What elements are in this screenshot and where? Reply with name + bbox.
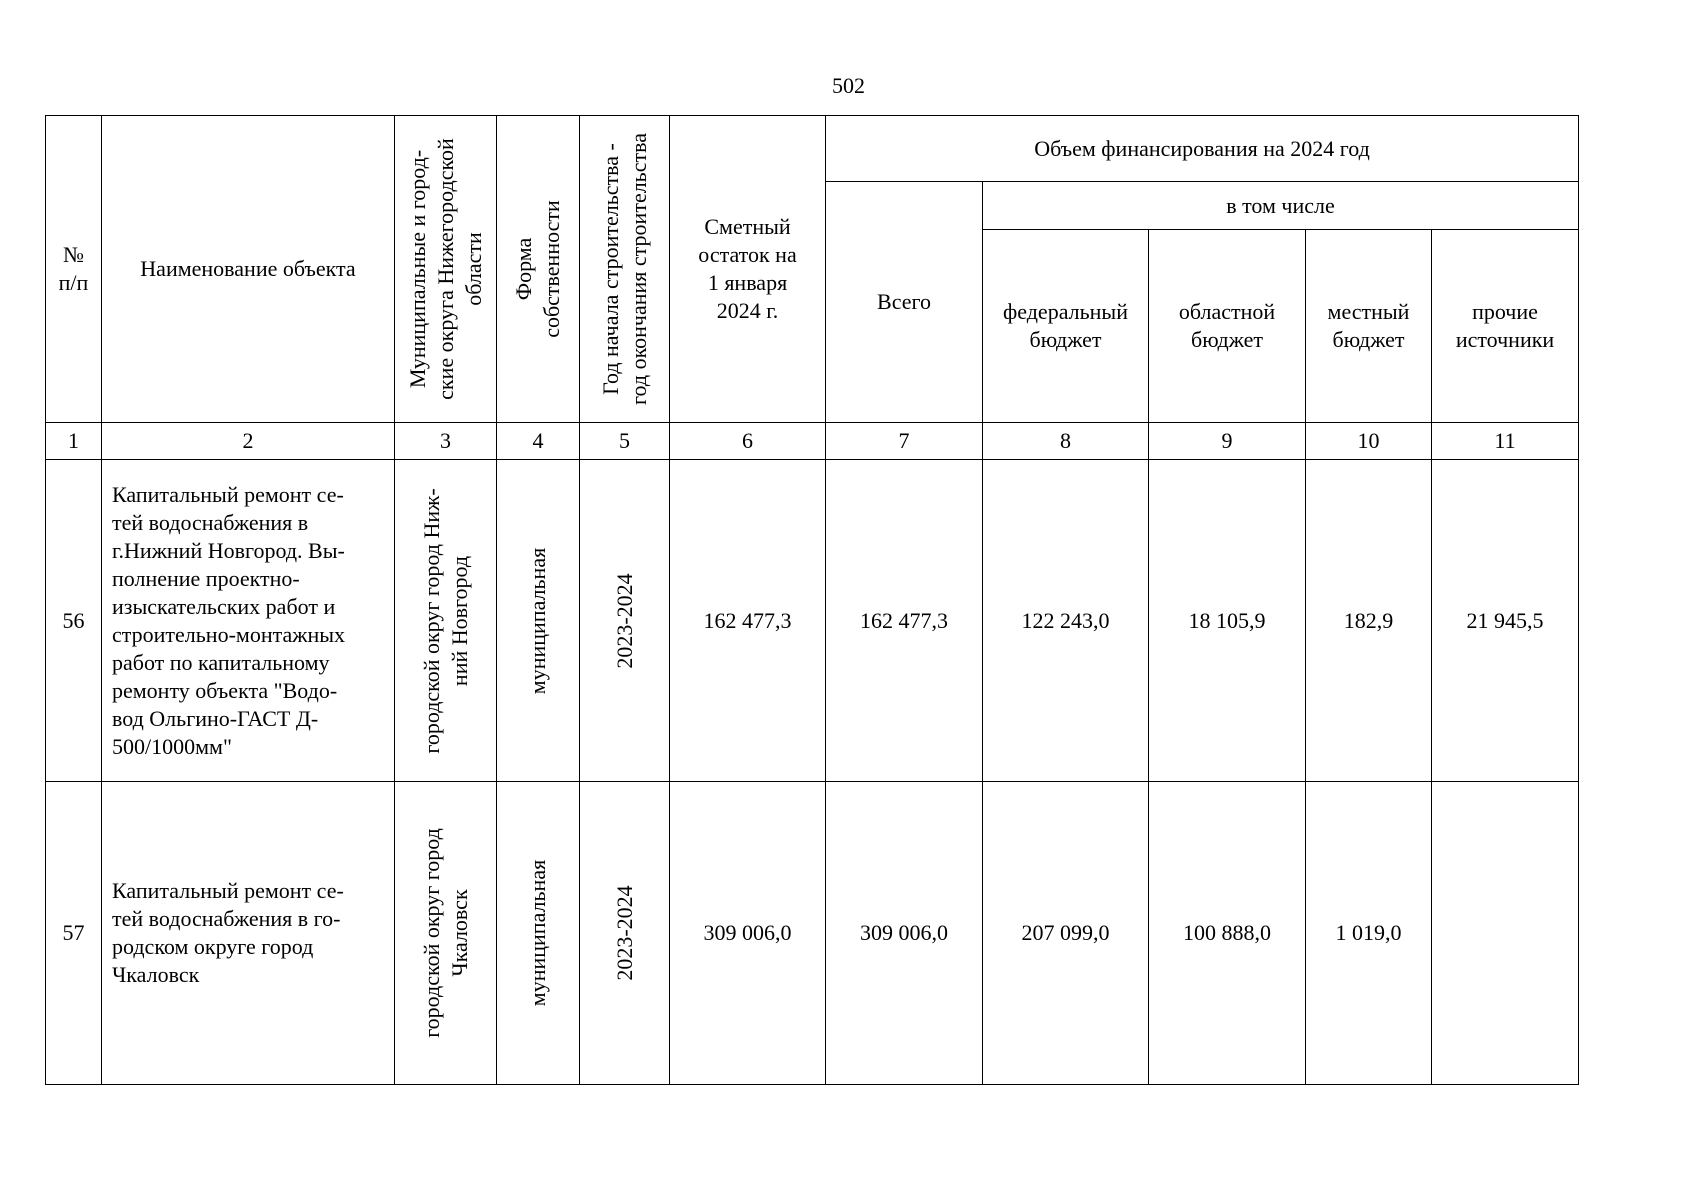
column-number: 5 bbox=[580, 423, 670, 460]
header-name: Наименование объекта bbox=[102, 116, 395, 423]
row-ownership: муниципальная bbox=[497, 460, 580, 782]
row-object-name: Капитальный ремонт се- тей водоснабжения в го- родском округе город Чкаловск bbox=[102, 782, 395, 1085]
row-regional: 18 105,9 bbox=[1149, 460, 1306, 782]
row-total: 309 006,0 bbox=[826, 782, 983, 1085]
page-number: 502 bbox=[832, 73, 865, 98]
header-ownership: Форма собственности bbox=[497, 116, 580, 423]
row-municipality: городской округ город Чкаловск bbox=[395, 782, 497, 1085]
financing-table bbox=[45, 115, 1579, 1085]
column-number: 2 bbox=[102, 423, 395, 460]
column-number: 1 bbox=[46, 423, 102, 460]
header-row-1 bbox=[46, 116, 1579, 182]
row-municipality: городской округ город Ниж- ний Новгород bbox=[395, 460, 497, 782]
row-object-name: Капитальный ремонт се- тей водоснабжения в г.Нижний Новгород. Вы- полнение проектно- изыскательских работ и строительно-монтажных работ по капитальному ремонту объекта "Водо- вод Ольгино-ГАСТ Д- 500/1000мм" bbox=[102, 460, 395, 782]
row-local: 182,9 bbox=[1306, 460, 1432, 782]
header-federal: федеральный бюджет bbox=[983, 230, 1149, 423]
header-remainder: Сметный остаток на 1 января 2024 г. bbox=[670, 116, 826, 423]
row-total: 162 477,3 bbox=[826, 460, 983, 782]
row-remainder: 162 477,3 bbox=[670, 460, 826, 782]
column-number: 6 bbox=[670, 423, 826, 460]
column-number: 3 bbox=[395, 423, 497, 460]
column-number: 7 bbox=[826, 423, 983, 460]
column-number: 10 bbox=[1306, 423, 1432, 460]
header-years: Год начала строительства - год окончания строительства bbox=[580, 116, 670, 423]
column-number: 9 bbox=[1149, 423, 1306, 460]
row-remainder: 309 006,0 bbox=[670, 782, 826, 1085]
column-number: 4 bbox=[497, 423, 580, 460]
row-num: 57 bbox=[46, 782, 102, 1085]
column-number: 11 bbox=[1432, 423, 1579, 460]
header-municipality: Муниципальные и город- ские округа Нижегородской области bbox=[395, 116, 497, 423]
row-years: 2023-2024 bbox=[580, 460, 670, 782]
column-number: 8 bbox=[983, 423, 1149, 460]
row-federal: 207 099,0 bbox=[983, 782, 1149, 1085]
row-other bbox=[1432, 782, 1579, 1085]
header-other: прочие источники bbox=[1432, 230, 1579, 423]
row-regional: 100 888,0 bbox=[1149, 782, 1306, 1085]
table-row bbox=[46, 460, 1579, 782]
header-regional: областной бюджет bbox=[1149, 230, 1306, 423]
row-local: 1 019,0 bbox=[1306, 782, 1432, 1085]
header-local: местный бюджет bbox=[1306, 230, 1432, 423]
header-num: № п/п bbox=[46, 116, 102, 423]
row-other: 21 945,5 bbox=[1432, 460, 1579, 782]
row-num: 56 bbox=[46, 460, 102, 782]
row-years: 2023-2024 bbox=[580, 782, 670, 1085]
column-numbers-row bbox=[46, 423, 1579, 460]
header-total: Всего bbox=[826, 182, 983, 423]
header-including: в том числе bbox=[983, 182, 1579, 230]
row-federal: 122 243,0 bbox=[983, 460, 1149, 782]
row-ownership: муниципальная bbox=[497, 782, 580, 1085]
header-financing: Объем финансирования на 2024 год bbox=[826, 116, 1579, 182]
table-row bbox=[46, 782, 1579, 1085]
